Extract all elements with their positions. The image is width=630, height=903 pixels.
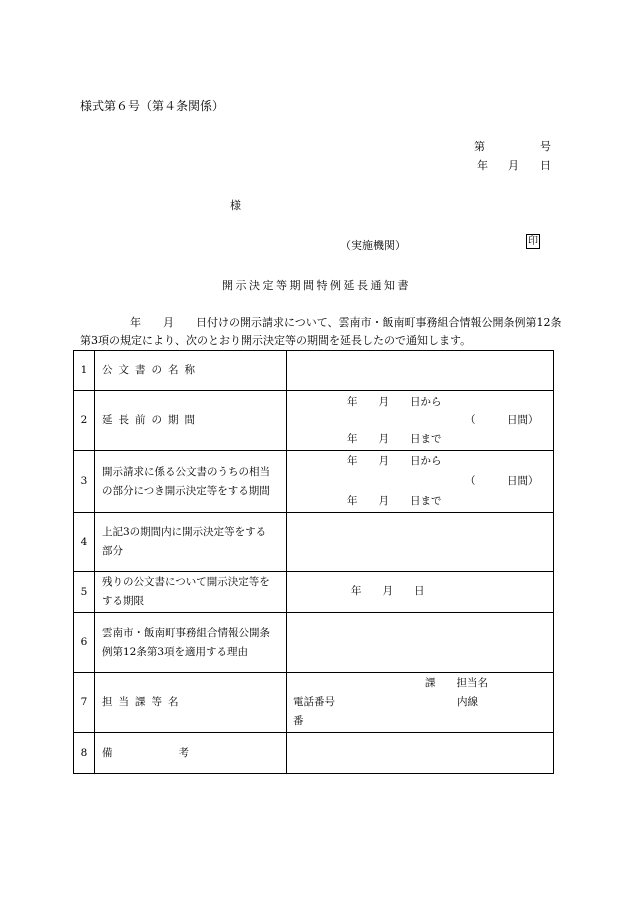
row-label-document-name: 公文書の名称 <box>95 351 287 391</box>
table-row <box>74 673 554 733</box>
period-to: 年 月 日まで <box>347 433 442 445</box>
remarks-label-b: 考 <box>178 746 189 759</box>
table-row <box>74 572 554 613</box>
row-label-remaining-deadline <box>95 572 287 613</box>
row-number: 8 <box>74 733 95 774</box>
value-portion-within-period <box>287 513 554 572</box>
row-number: 2 <box>74 391 95 451</box>
table-row <box>74 613 554 673</box>
period-from: 年 月 日から <box>347 396 442 408</box>
form-number: 様式第６号（第４条関係） <box>80 99 225 113</box>
remarks-label-a: 備 <box>102 746 113 759</box>
contact-extension-label: 内線 <box>457 696 478 708</box>
value-partial-period <box>287 451 554 513</box>
issue-date-year: 年 <box>477 159 488 172</box>
row-number: 7 <box>74 673 95 733</box>
value-remaining-deadline <box>287 572 554 613</box>
row-label-partial-period <box>95 451 287 513</box>
issuer-label: （実施機関） <box>340 239 406 252</box>
value-contact <box>287 673 554 733</box>
row-number: 4 <box>74 513 95 572</box>
label-line: 残りの公文書について開示決定等を <box>102 576 270 588</box>
row-number: 5 <box>74 572 95 613</box>
body-text-line-1: 年 月 日付けの開示請求について、雲南市・飯南町事務組合情報公開条例第12条 <box>130 316 562 329</box>
seal-stamp: 印 <box>528 236 538 247</box>
contact-section: 課 担当名 <box>425 677 488 689</box>
deadline-date: 年 月 日 <box>351 585 425 597</box>
label-line: 部分 <box>102 545 123 557</box>
value-reason <box>287 613 554 673</box>
table-row <box>74 451 554 513</box>
label-line: する期限 <box>102 595 144 607</box>
label-line: 上記3の期間内に開示決定等をする <box>102 526 267 538</box>
row-label-original-period: 延長前の期間 <box>95 391 287 451</box>
period-from: 年 月 日から <box>347 455 442 467</box>
label-line: 例第12条第3項を適用する理由 <box>102 645 249 658</box>
addressee-suffix: 様 <box>230 199 241 212</box>
issue-date-month: 月 <box>508 159 519 172</box>
label-line: 開示請求に係る公文書のうちの相当 <box>102 465 270 478</box>
doc-number-prefix: 第 <box>474 140 485 153</box>
row-label-remarks <box>95 733 287 774</box>
body-text-line-2: 第3項の規定により、次のとおり開示決定等の期間を延長したので通知します。 <box>80 334 472 347</box>
table-row <box>74 513 554 572</box>
label-line: の部分につき開示決定等をする期間 <box>102 484 270 497</box>
row-label-portion-within-period <box>95 513 287 572</box>
period-days: （ 日間） <box>465 475 539 487</box>
period-days: （ 日間） <box>465 414 539 426</box>
table-row <box>74 733 554 774</box>
notice-table <box>73 350 554 774</box>
row-label-reason <box>95 613 287 673</box>
value-document-name <box>287 351 554 391</box>
value-remarks <box>287 733 554 774</box>
row-number: 3 <box>74 451 95 513</box>
document-title: 開示決定等期間特例延長通知書 <box>222 279 411 292</box>
label-line: 雲南市・飯南町事務組合情報公開条 <box>102 626 270 639</box>
row-label-contact: 担当課等名 <box>95 673 287 733</box>
row-number: 6 <box>74 613 95 673</box>
issue-date-day: 日 <box>540 159 551 172</box>
period-to: 年 月 日まで <box>347 495 442 507</box>
table-row <box>74 391 554 451</box>
row-number: 1 <box>74 351 95 391</box>
doc-number-suffix: 号 <box>540 140 551 153</box>
contact-phone-label: 電話番号 <box>293 696 335 708</box>
value-original-period <box>287 391 554 451</box>
contact-ban-label: 番 <box>293 715 304 727</box>
table-row <box>74 351 554 391</box>
